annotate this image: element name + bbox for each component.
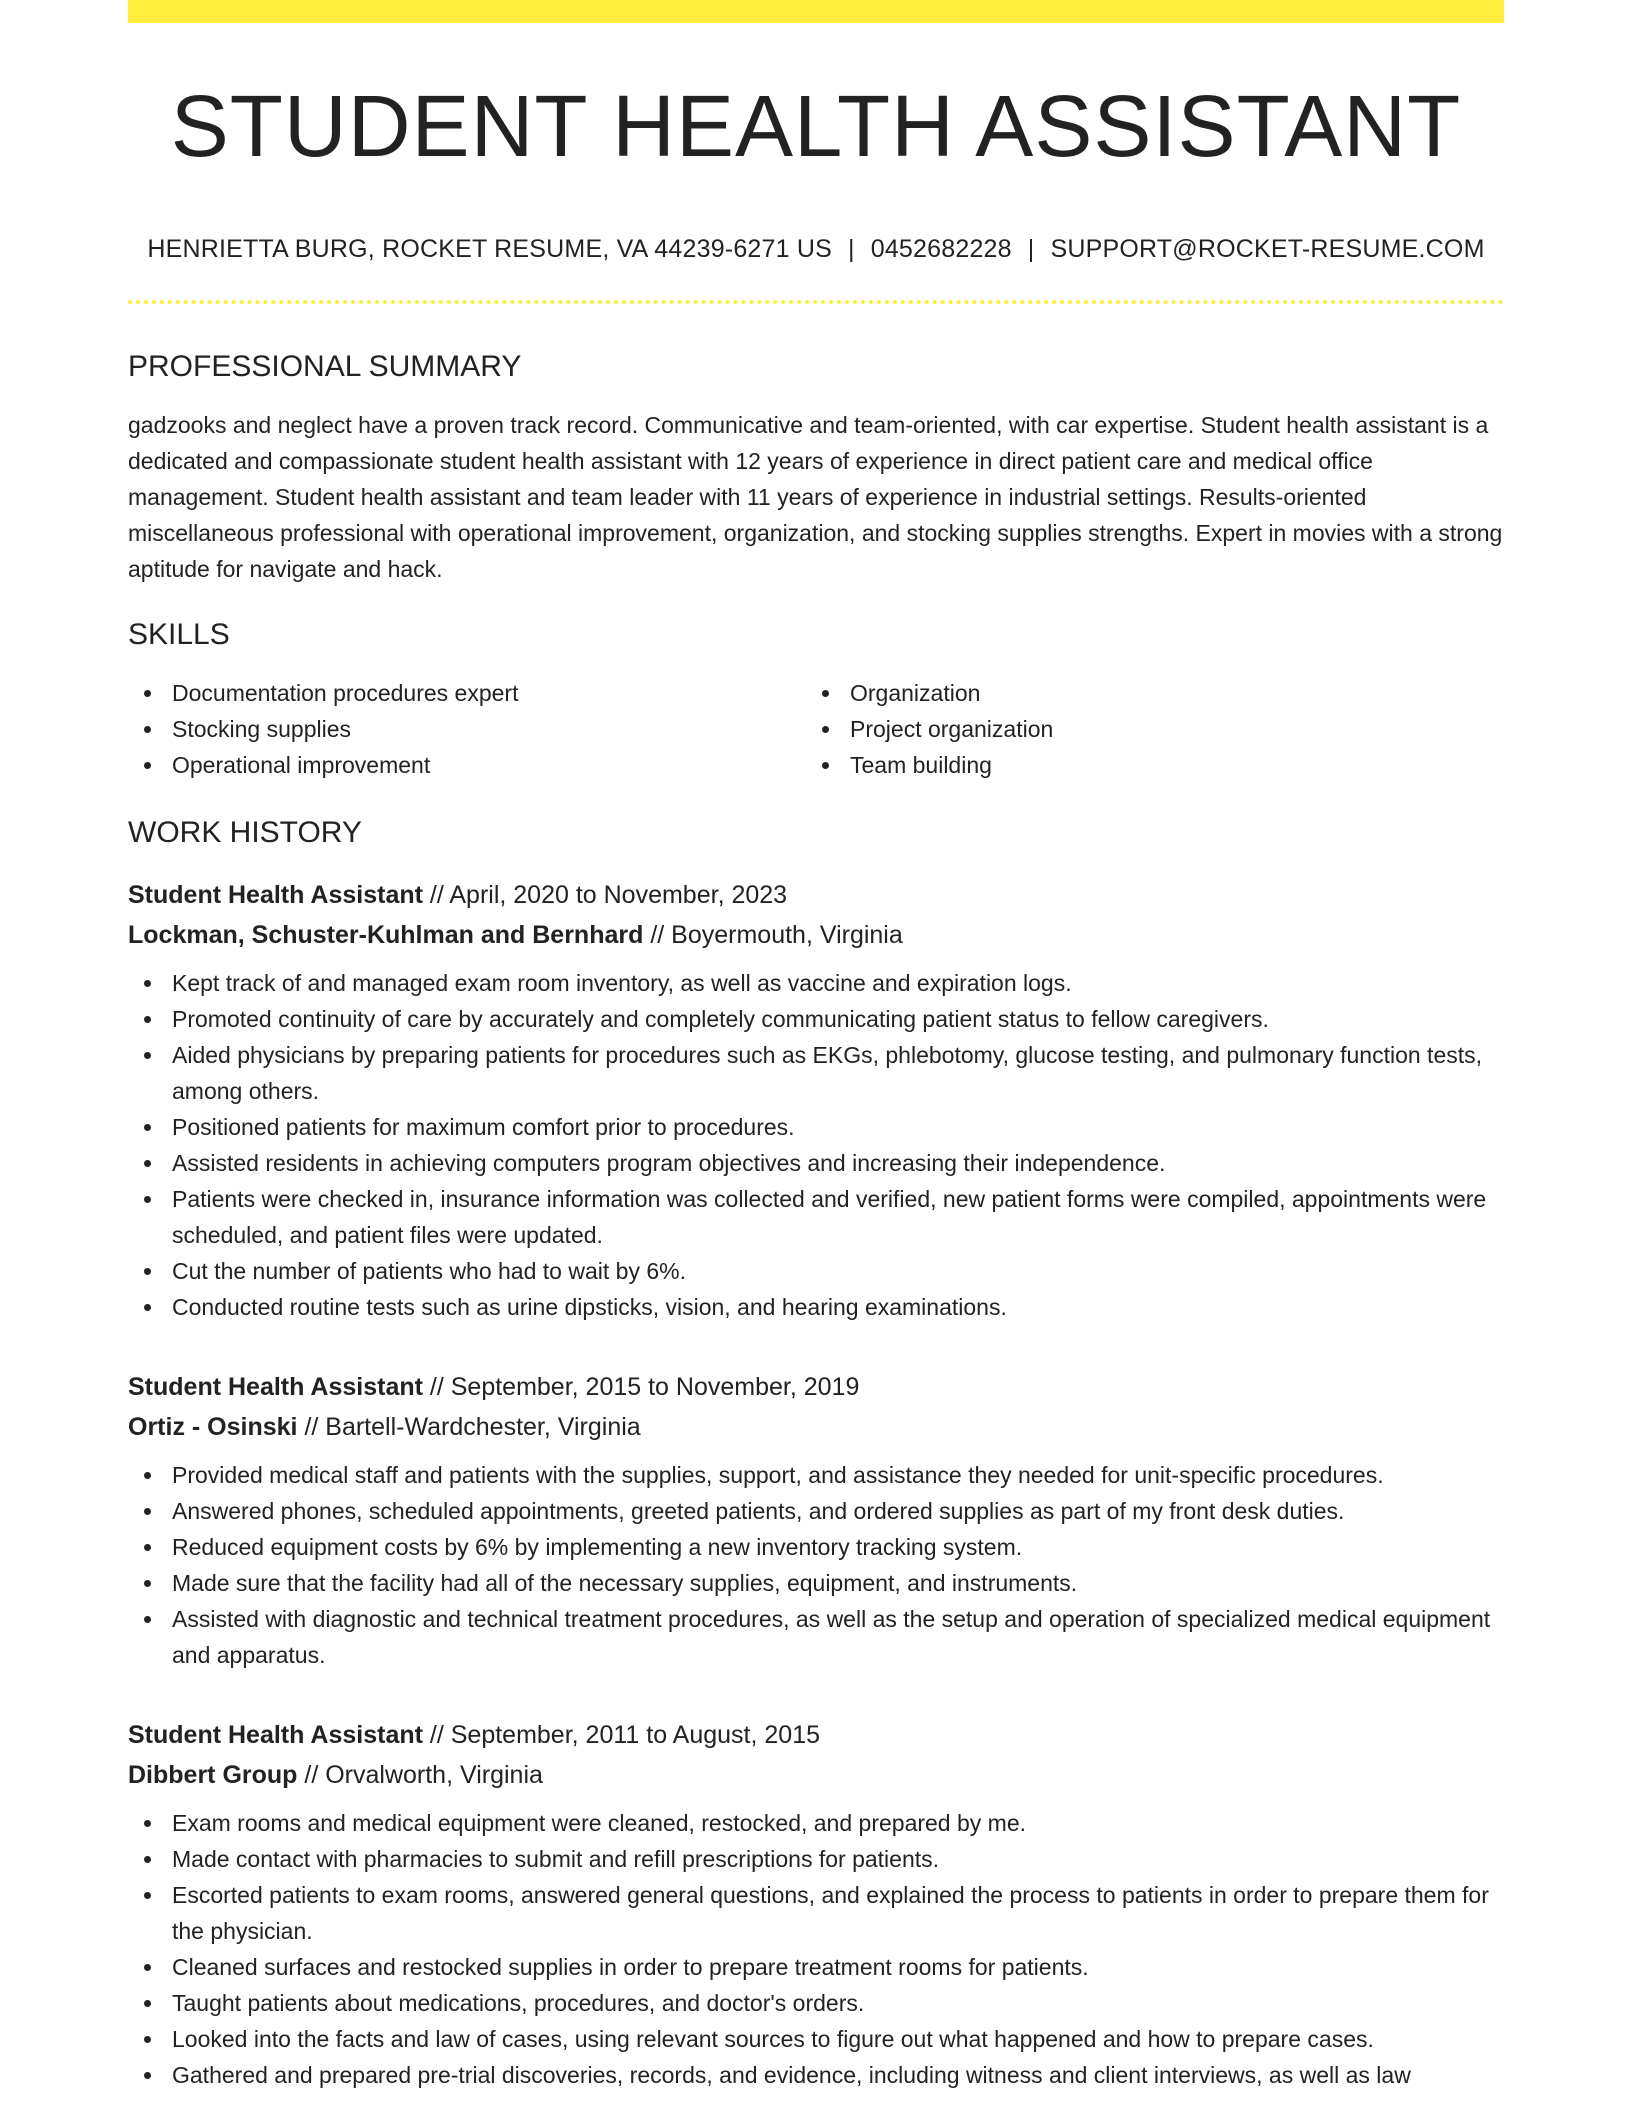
job-duties (128, 1805, 1504, 2093)
duty-item: Promoted continuity of care by accurately and completely communicating patient status to fellow caregivers. (128, 1001, 1504, 1037)
job-location: // Orvalworth, Virginia (304, 1761, 543, 1789)
contact-address: HENRIETTA BURG, ROCKET RESUME, VA 44239-6271 US (147, 235, 833, 263)
job-duties (128, 965, 1504, 1325)
job-entry (128, 1367, 1504, 1673)
skill-item: Organization (806, 675, 1484, 711)
job-company-line (128, 1407, 1504, 1447)
duty-item: Positioned patients for maximum comfort prior to procedures. (128, 1109, 1504, 1145)
duty-item: Exam rooms and medical equipment were cleaned, restocked, and prepared by me. (128, 1805, 1504, 1841)
job-title: Student Health Assistant (128, 1373, 423, 1401)
job-company-line (128, 915, 1504, 955)
job-title: Student Health Assistant (128, 881, 423, 909)
skill-item: Stocking supplies (128, 711, 806, 747)
skills-heading: SKILLS (128, 618, 230, 651)
skills-column-right (806, 675, 1484, 783)
job-company-line (128, 1755, 1504, 1795)
duty-item: Provided medical staff and patients with the supplies, support, and assistance they needed for unit-specific procedures. (128, 1457, 1504, 1493)
contact-separator: | (1027, 235, 1035, 263)
skill-item: Operational improvement (128, 747, 806, 783)
resume-title: STUDENT HEALTH ASSISTANT (170, 78, 1462, 175)
duty-item: Cleaned surfaces and restocked supplies in order to prepare treatment rooms for patients. (128, 1949, 1504, 1985)
summary-heading: PROFESSIONAL SUMMARY (128, 350, 522, 383)
duty-item: Conducted routine tests such as urine dipsticks, vision, and hearing examinations. (128, 1289, 1504, 1325)
contact-phone: 0452682228 (870, 235, 1012, 263)
duty-item: Made contact with pharmacies to submit and refill prescriptions for patients. (128, 1841, 1504, 1877)
top-accent-bar (128, 0, 1504, 23)
summary-text: gadzooks and neglect have a proven track record. Communicative and team-oriented, with car expertise. Student health assistant is a dedicated and compassionate student health assistant with 12 years of experience in direct patient care and medical office management. Student health assistant and team leader with 11 years of experience in industrial settings. Results-oriented miscellaneous professional with operational improvement, organization, and stocking supplies strengths. Expert in movies with a strong aptitude for navigate and hack. (128, 412, 1503, 582)
header-divider (128, 300, 1504, 304)
duty-item: Escorted patients to exam rooms, answered general questions, and explained the process to patients in order to prepare them for the physician. (128, 1877, 1504, 1949)
skill-item: Project organization (806, 711, 1484, 747)
job-company: Lockman, Schuster-Kuhlman and Bernhard (128, 921, 644, 949)
job-title-line (128, 1715, 1504, 1755)
contact-separator: | (848, 235, 855, 263)
duty-item: Aided physicians by preparing patients for procedures such as EKGs, phlebotomy, glucose testing, and pulmonary function tests, among others. (128, 1037, 1504, 1109)
job-entry (128, 875, 1504, 1325)
duty-item: Gathered and prepared pre-trial discoveries, records, and evidence, including witness and client interviews, as well as law (128, 2057, 1504, 2093)
duty-item: Cut the number of patients who had to wait by 6%. (128, 1253, 1504, 1289)
resume-page (128, 0, 1504, 2093)
work-history-heading: WORK HISTORY (128, 816, 362, 849)
skill-item: Team building (806, 747, 1484, 783)
skills-column-left (128, 675, 806, 783)
contact-line (128, 234, 1504, 264)
duty-item: Kept track of and managed exam room inventory, as well as vaccine and expiration logs. (128, 965, 1504, 1001)
job-location: // Boyermouth, Virginia (650, 921, 903, 949)
skill-item: Documentation procedures expert (128, 675, 806, 711)
job-title-line (128, 875, 1504, 915)
job-duties (128, 1457, 1504, 1673)
duty-item: Patients were checked in, insurance information was collected and verified, new patient forms were compiled, appointments were scheduled, and patient files were updated. (128, 1181, 1504, 1253)
duty-item: Answered phones, scheduled appointments, greeted patients, and ordered supplies as part of my front desk duties. (128, 1493, 1504, 1529)
job-title: Student Health Assistant (128, 1721, 423, 1749)
job-company: Dibbert Group (128, 1761, 298, 1789)
duty-item: Looked into the facts and law of cases, using relevant sources to figure out what happened and how to prepare cases. (128, 2021, 1504, 2057)
job-location: // Bartell-Wardchester, Virginia (304, 1413, 641, 1441)
job-dates: // September, 2015 to November, 2019 (429, 1373, 860, 1401)
job-title-line (128, 1367, 1504, 1407)
duty-item: Reduced equipment costs by 6% by implementing a new inventory tracking system. (128, 1529, 1504, 1565)
skills-list (128, 675, 1504, 783)
duty-item: Taught patients about medications, procedures, and doctor's orders. (128, 1985, 1504, 2021)
job-dates: // April, 2020 to November, 2023 (429, 881, 788, 909)
job-company: Ortiz - Osinski (128, 1413, 298, 1441)
job-entry (128, 1715, 1504, 2093)
job-dates: // September, 2011 to August, 2015 (429, 1721, 821, 1749)
contact-email: SUPPORT@ROCKET-RESUME.COM (1050, 235, 1485, 263)
duty-item: Made sure that the facility had all of the necessary supplies, equipment, and instruments. (128, 1565, 1504, 1601)
duty-item: Assisted residents in achieving computers program objectives and increasing their independence. (128, 1145, 1504, 1181)
duty-item: Assisted with diagnostic and technical treatment procedures, as well as the setup and operation of specialized medical equipment and apparatus. (128, 1601, 1504, 1673)
